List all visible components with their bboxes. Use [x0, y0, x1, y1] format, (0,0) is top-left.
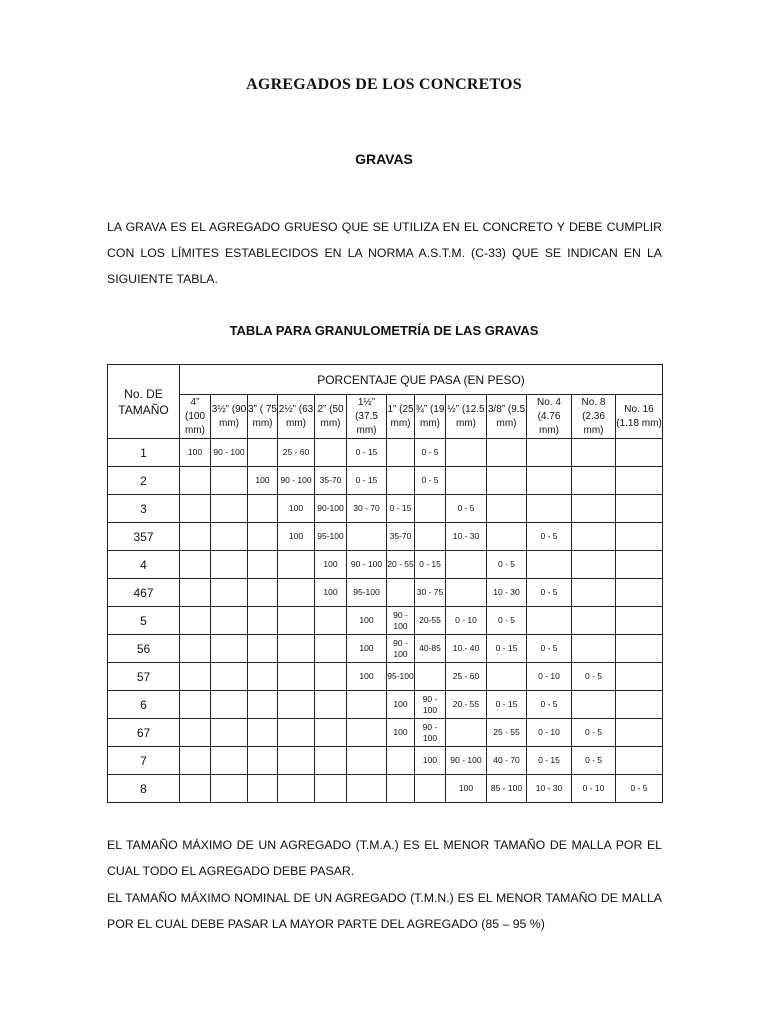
- table-cell: 0 - 5: [487, 607, 527, 635]
- table-cell: [211, 579, 248, 607]
- table-cell: [616, 551, 663, 579]
- table-cell: [211, 607, 248, 635]
- table-cell: [616, 663, 663, 691]
- table-cell: [487, 495, 527, 523]
- table-row: [108, 579, 663, 607]
- table-cell: [248, 579, 278, 607]
- table-cell: [387, 747, 415, 775]
- table-cell: [387, 467, 415, 495]
- table-cell: [347, 747, 387, 775]
- table-cell: [487, 663, 527, 691]
- table-cell: [572, 635, 616, 663]
- table-cell: [211, 663, 248, 691]
- table-row: [108, 607, 663, 635]
- table-cell: [446, 579, 487, 607]
- table-cell: [527, 551, 572, 579]
- table-cell: [616, 495, 663, 523]
- table-cell: [211, 719, 248, 747]
- table-cell: 25 - 55: [487, 719, 527, 747]
- table-cell: 0 - 15: [487, 635, 527, 663]
- table-cell: 100: [347, 663, 387, 691]
- table-cell: [211, 551, 248, 579]
- table-cell: [572, 579, 616, 607]
- table-row: [108, 747, 663, 775]
- table-cell: [415, 523, 446, 551]
- table-cell: 0 - 10: [572, 775, 616, 803]
- table-row: [108, 719, 663, 747]
- table-cell: [487, 523, 527, 551]
- table-cell: [527, 495, 572, 523]
- table-cell: [248, 607, 278, 635]
- tma-definition: EL TAMAÑO MÁXIMO DE UN AGREGADO (T.M.A.) ES EL MENOR TAMAÑO DE MALLA POR EL CUAL TODO EL AGREGADO DEBE PASAR.: [107, 838, 662, 878]
- table-body: [108, 439, 663, 803]
- table-cell: [415, 495, 446, 523]
- table-cell: [180, 467, 211, 495]
- table-cell: [211, 467, 248, 495]
- table-row: [108, 523, 663, 551]
- table-cell: [347, 775, 387, 803]
- table-cell: 10 - 30: [446, 523, 487, 551]
- table-cell: [616, 579, 663, 607]
- table-cell: [572, 467, 616, 495]
- table-cell: [315, 719, 347, 747]
- table-cell: 25 - 60: [278, 439, 315, 467]
- table-cell: 0 - 15: [487, 691, 527, 719]
- table-cell: 0 - 5: [415, 467, 446, 495]
- sieve-header: 1” (25 mm): [387, 395, 415, 439]
- sieve-header: ½” (12.5 mm): [446, 395, 487, 439]
- table-cell: [180, 691, 211, 719]
- table-cell: [315, 635, 347, 663]
- table-cell: 35-70: [315, 467, 347, 495]
- sieve-header: ¾” (19 mm): [415, 395, 446, 439]
- size-number: 3: [108, 495, 180, 523]
- size-number: 2: [108, 467, 180, 495]
- size-number: 4: [108, 551, 180, 579]
- table-cell: [278, 607, 315, 635]
- table-cell: [278, 635, 315, 663]
- table-cell: 0 - 5: [415, 439, 446, 467]
- table-cell: 100: [315, 551, 347, 579]
- table-cell: [315, 439, 347, 467]
- table-cell: [446, 719, 487, 747]
- table-cell: [616, 523, 663, 551]
- document-title: AGREGADOS DE LOS CONCRETOS: [246, 76, 522, 93]
- table-cell: [180, 551, 211, 579]
- table-cell: [415, 663, 446, 691]
- table-cell: [315, 663, 347, 691]
- table-cell: [487, 439, 527, 467]
- table-cell: [315, 775, 347, 803]
- table-cell: [347, 719, 387, 747]
- table-cell: [572, 523, 616, 551]
- table-cell: [387, 579, 415, 607]
- table-cell: [572, 495, 616, 523]
- table-cell: [616, 719, 663, 747]
- size-number: 467: [108, 579, 180, 607]
- table-cell: 100: [248, 467, 278, 495]
- table-cell: 90 - 100: [415, 691, 446, 719]
- row-header: No. DE TAMAÑO: [108, 365, 180, 439]
- size-number: 6: [108, 691, 180, 719]
- granulometry-table: [107, 364, 663, 803]
- table-cell: [248, 747, 278, 775]
- table-cell: [278, 719, 315, 747]
- table-cell: 30 - 75: [415, 579, 446, 607]
- table-cell: [211, 523, 248, 551]
- table-cell: [211, 635, 248, 663]
- table-cell: [180, 607, 211, 635]
- table-cell: [446, 551, 487, 579]
- table-cell: 10 - 40: [446, 635, 487, 663]
- size-number: 57: [108, 663, 180, 691]
- table-cell: [211, 495, 248, 523]
- table-cell: 90 - 100: [387, 635, 415, 663]
- table-cell: [248, 719, 278, 747]
- size-number: 8: [108, 775, 180, 803]
- table-cell: [180, 775, 211, 803]
- table-cell: [446, 467, 487, 495]
- table-cell: [278, 747, 315, 775]
- table-cell: [180, 523, 211, 551]
- table-cell: [180, 719, 211, 747]
- table-cell: 0 - 5: [527, 635, 572, 663]
- table-cell: 100: [387, 719, 415, 747]
- table-row: [108, 691, 663, 719]
- section-subtitle: GRAVAS: [355, 151, 413, 167]
- table-cell: [180, 635, 211, 663]
- table-cell: 85 - 100: [487, 775, 527, 803]
- table-cell: 0 - 5: [572, 747, 616, 775]
- table-cell: [446, 439, 487, 467]
- table-cell: 0 - 5: [572, 663, 616, 691]
- table-cell: [180, 747, 211, 775]
- table-cell: 30 - 70: [347, 495, 387, 523]
- tmn-definition: EL TAMAÑO MÁXIMO NOMINAL DE UN AGREGADO (T.M.N.) ES EL MENOR TAMAÑO DE MALLA POR EL CUAL DEBE PASAR LA MAYOR PARTE DEL AGREGADO (85 – 95 %): [107, 891, 662, 931]
- table-cell: 0 - 15: [347, 439, 387, 467]
- table-cell: 0 - 5: [616, 775, 663, 803]
- table-cell: [616, 691, 663, 719]
- table-cell: 90 - 100: [211, 439, 248, 467]
- size-number: 1: [108, 439, 180, 467]
- table-cell: [211, 775, 248, 803]
- table-cell: 95-100: [347, 579, 387, 607]
- table-cell: [315, 691, 347, 719]
- table-cell: [616, 467, 663, 495]
- table-cell: [278, 775, 315, 803]
- table-cell: 20-55: [415, 607, 446, 635]
- table-cell: 100: [387, 691, 415, 719]
- table-cell: [248, 523, 278, 551]
- table-cell: [278, 691, 315, 719]
- table-cell: 100: [315, 579, 347, 607]
- table-cell: [487, 467, 527, 495]
- table-cell: 0 - 10: [446, 607, 487, 635]
- size-number: 5: [108, 607, 180, 635]
- size-number: 67: [108, 719, 180, 747]
- table-cell: [387, 439, 415, 467]
- table-cell: [347, 691, 387, 719]
- table-cell: [248, 635, 278, 663]
- sieve-header: 3” ( 75 mm): [248, 395, 278, 439]
- table-cell: 25 - 60: [446, 663, 487, 691]
- table-cell: 0 - 10: [527, 719, 572, 747]
- sieve-header: 1½” (37.5 mm): [347, 395, 387, 439]
- table-cell: [315, 607, 347, 635]
- table-cell: 20 - 55: [446, 691, 487, 719]
- table-cell: 20 - 55: [387, 551, 415, 579]
- table-cell: [180, 663, 211, 691]
- table-cell: [527, 467, 572, 495]
- sieve-header: 2” (50 mm): [315, 395, 347, 439]
- table-row: [108, 467, 663, 495]
- table-cell: 10 - 30: [527, 775, 572, 803]
- sieve-header: 3/8” (9.5 mm): [487, 395, 527, 439]
- table-cell: 90 - 100: [415, 719, 446, 747]
- table-cell: [415, 775, 446, 803]
- table-cell: 90 - 100: [446, 747, 487, 775]
- table-cell: 0 - 15: [415, 551, 446, 579]
- table-cell: [248, 691, 278, 719]
- size-number: 357: [108, 523, 180, 551]
- table-cell: 100: [278, 523, 315, 551]
- table-title: TABLA PARA GRANULOMETRÍA DE LAS GRAVAS: [229, 323, 539, 338]
- sieve-header-row: [108, 395, 663, 439]
- table-cell: 0 - 15: [387, 495, 415, 523]
- table-cell: [572, 691, 616, 719]
- table-cell: [315, 747, 347, 775]
- table-cell: 90 - 100: [347, 551, 387, 579]
- table-cell: [248, 495, 278, 523]
- table-cell: 100: [278, 495, 315, 523]
- intro-paragraph: LA GRAVA ES EL AGREGADO GRUESO QUE SE UTILIZA EN EL CONCRETO Y DEBE CUMPLIR CON LOS LÍMITES ESTABLECIDOS EN LA NORMA A.S.T.M. (C-33) QUE SE INDICAN EN LA SIGUIENTE TABLA.: [107, 220, 662, 286]
- sieve-header: 4” (100 mm): [180, 395, 211, 439]
- table-cell: [211, 747, 248, 775]
- table-cell: [347, 523, 387, 551]
- table-cell: 100: [347, 607, 387, 635]
- table-cell: [616, 439, 663, 467]
- table-row: [108, 551, 663, 579]
- table-cell: 100: [446, 775, 487, 803]
- table-cell: [248, 663, 278, 691]
- table-cell: [211, 691, 248, 719]
- size-number: 7: [108, 747, 180, 775]
- table-cell: [527, 439, 572, 467]
- table-cell: 100: [415, 747, 446, 775]
- table-row: [108, 663, 663, 691]
- table-cell: 40 - 70: [487, 747, 527, 775]
- sieve-header: 3½” (90 mm): [211, 395, 248, 439]
- table-cell: [616, 747, 663, 775]
- table-cell: [527, 607, 572, 635]
- table-row: [108, 439, 663, 467]
- table-cell: 90-100: [315, 495, 347, 523]
- table-cell: 0 - 5: [446, 495, 487, 523]
- table-row: [108, 635, 663, 663]
- sieve-header: No. 4 (4.76 mm): [527, 395, 572, 439]
- table-cell: 0 - 5: [487, 551, 527, 579]
- table-cell: [572, 607, 616, 635]
- sieve-header: No. 16 (1.18 mm): [616, 395, 663, 439]
- table-cell: 0 - 5: [572, 719, 616, 747]
- table-cell: [616, 635, 663, 663]
- sieve-header: 2½” (63 mm): [278, 395, 315, 439]
- group-header: PORCENTAJE QUE PASA (EN PESO): [180, 365, 663, 395]
- table-cell: [572, 551, 616, 579]
- table-cell: 35-70: [387, 523, 415, 551]
- table-cell: 90 - 100: [387, 607, 415, 635]
- sieve-header: No. 8 (2.36 mm): [572, 395, 616, 439]
- table-cell: [387, 775, 415, 803]
- table-cell: [180, 495, 211, 523]
- table-cell: 90 - 100: [278, 467, 315, 495]
- table-cell: 100: [180, 439, 211, 467]
- table-cell: 40-85: [415, 635, 446, 663]
- table-cell: [278, 551, 315, 579]
- table-cell: 95-100: [387, 663, 415, 691]
- table-cell: 10 - 30: [487, 579, 527, 607]
- table-cell: [278, 663, 315, 691]
- table-cell: [572, 439, 616, 467]
- table-cell: 0 - 15: [347, 467, 387, 495]
- table-cell: 0 - 10: [527, 663, 572, 691]
- table-cell: [616, 607, 663, 635]
- table-cell: [180, 579, 211, 607]
- table-cell: [278, 579, 315, 607]
- table-row: [108, 775, 663, 803]
- table-cell: 0 - 15: [527, 747, 572, 775]
- table-cell: 100: [347, 635, 387, 663]
- table-cell: 0 - 5: [527, 579, 572, 607]
- table-row: [108, 495, 663, 523]
- size-number: 56: [108, 635, 180, 663]
- table-cell: 0 - 5: [527, 691, 572, 719]
- table-cell: [248, 551, 278, 579]
- table-cell: 95-100: [315, 523, 347, 551]
- table-cell: 0 - 5: [527, 523, 572, 551]
- table-cell: [248, 775, 278, 803]
- table-cell: [248, 439, 278, 467]
